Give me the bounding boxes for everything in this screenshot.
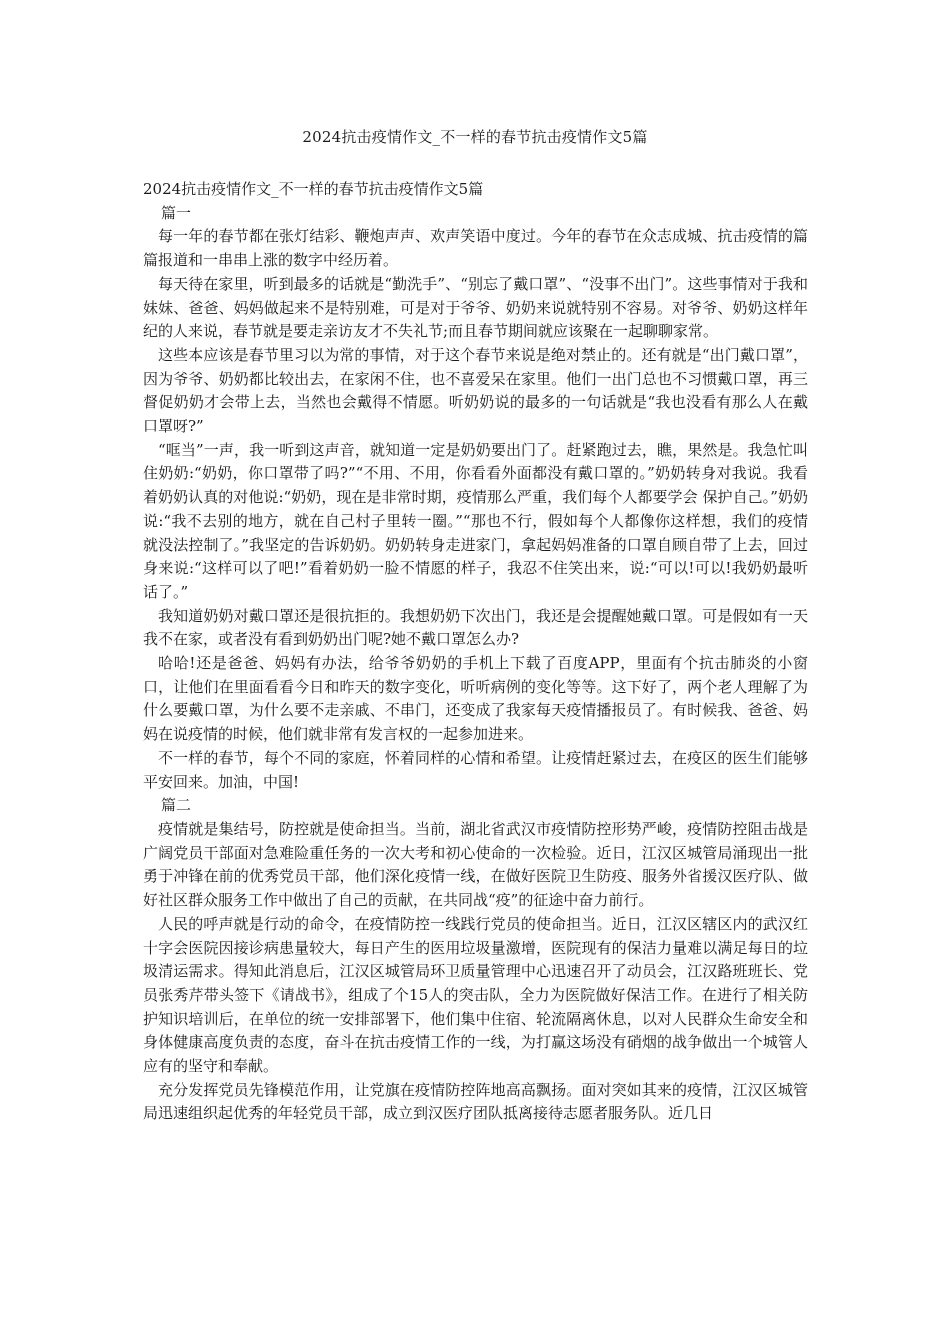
paragraph: 每一年的春节都在张灯结彩、鞭炮声声、欢声笑语中度过。今年的春节在众志成城、抗击疫情的篇篇报道和一串串上涨的数字中经历着。 — [143, 227, 808, 270]
paragraph: 我知道奶奶对戴口罩还是很抗拒的。我想奶奶下次出门，我还是会提醒她戴口罩。可是假如有一天我不在家，或者没有看到奶奶出门呢?她不戴口罩怎么办? — [143, 606, 808, 649]
section-heading-1: 篇一 — [161, 203, 192, 222]
paragraph: “哐当”一声，我一听到这声音，就知道一定是奶奶要出门了。赶紧跑过去，瞧，果然是。我急忙叫住奶奶:“奶奶，你口罩带了吗?”“不用、不用，你看看外面都没有戴口罩的。”奶奶转身对我说。我看着奶奶认真的对他说:“奶奶，现在是非常时期，疫情那么严重，我们每个人都要学会 保护自己。”奶奶说:“我不去别的地方，就在自己村子里转一圈。”“那也不行，假如每个人都像你这样想，我们的疫情就没法控制了。”我坚定的告诉奶奶。奶奶转身走进家门，拿起妈妈准备的口罩自顾自带了上去，回过身来说:“这样可以了吧!”看着奶奶一脸不情愿的样子，我忍不住笑出来，说:“可以!可以!我奶奶最听话了。” — [143, 440, 808, 601]
section-heading-2: 篇二 — [161, 796, 192, 815]
paragraph: 不一样的春节，每个不同的家庭，怀着同样的心情和希望。让疫情赶紧过去，在疫区的医生们能够平安回来。加油，中国! — [143, 748, 808, 791]
document-subtitle: 2024抗击疫情作文_不一样的春节抗击疫情作文5篇 — [143, 180, 484, 198]
paragraph: 哈哈!还是爸爸、妈妈有办法，给爷爷奶奶的手机上下载了百度APP，里面有个抗击肺炎的小窗口，让他们在里面看看今日和昨天的数字变化，听听病例的变化等等。这下好了，两个老人理解了为什么要戴口罩，为什么要不走亲戚、不串门，还变成了我家每天疫情播报员了。有时候我、爸爸、妈妈在说疫情的时候，他们就非常有发言权的一起参加进来。 — [143, 654, 808, 744]
paragraph: 这些本应该是春节里习以为常的事情，对于这个春节来说是绝对禁止的。还有就是“出门戴口罩”，因为爷爷、奶奶都比较出去，在家闲不住，也不喜爱呆在家里。他们一出门总也不习惯戴口罩，再三督促奶奶才会带上去，当然也会戴得不情愿。听奶奶说的最多的一句话就是“我也没看有那么人在戴口罩呀?” — [143, 345, 808, 436]
paragraph: 人民的呼声就是行动的命令，在疫情防控一线践行党员的使命担当。近日，江汉区辖区内的武汉红十字会医院因接诊病患量较大，每日产生的医用垃圾量激增，医院现有的保洁力量难以满足每日的垃圾清运需求。得知此消息后，江汉区城管局环卫质量管理中心迅速召开了动员会，江汉路班班长、党员张秀芹带头签下《请战书》，组成了个15人的突击队，全力为医院做好保洁工作。在进行了相关防护知识培训后，在单位的统一安排部署下，他们集中住宿、轮流隔离休息，以对人民群众生命安全和身体健康高度负责的态度，奋斗在抗击疫情工作的一线，为打赢这场没有硝烟的战争做出一个城管人应有的坚守和奉献。 — [143, 914, 808, 1076]
document-body — [143, 178, 808, 1126]
paragraph: 每天待在家里，听到最多的话就是“勤洗手”、“别忘了戴口罩”、“没事不出门”。这些事情对于我和妹妹、爸爸、妈妈做起来不是特别难，可是对于爷爷、奶奶来说就特别不容易。对爷爷、奶奶这样年纪的人来说，春节就是要走亲访友才不失礼节;而且春节期间就应该聚在一起聊聊家常。 — [143, 274, 808, 341]
document-title: 2024抗击疫情作文_不一样的春节抗击疫情作文5篇 — [302, 128, 648, 146]
paragraph: 充分发挥党员先锋模范作用，让党旗在疫情防控阵地高高飘扬。面对突如其来的疫情，江汉区城管局迅速组织起优秀的年轻党员干部，成立到汉医疗团队抵离接待志愿者服务队。近几日 — [143, 1080, 808, 1123]
paragraph: 疫情就是集结号，防控就是使命担当。当前，湖北省武汉市疫情防控形势严峻，疫情防控阻击战是广阔党员干部面对急难险重任务的一次大考和初心使命的一次检验。近日，江汉区城管局涌现出一批勇于冲锋在前的优秀党员干部，他们深化疫情一线，在做好医院卫生防疫、服务外省援汉医疗队、做好社区群众服务工作中做出了自己的贡献，在共同战“疫”的征途中奋力前行。 — [143, 819, 808, 910]
